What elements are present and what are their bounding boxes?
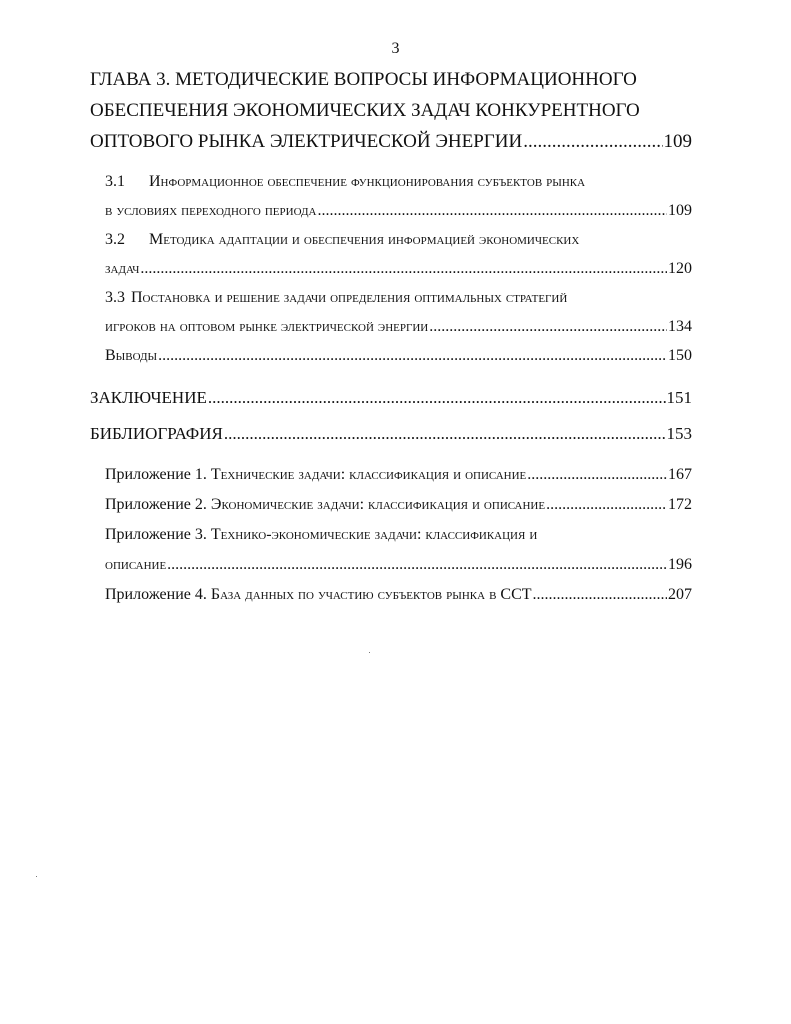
scan-speck [369, 652, 370, 653]
section-title-line-2: задач ..... 120 [105, 254, 692, 283]
toc-section-3-1[interactable] [90, 167, 692, 225]
appendix-title-line-1: Технико-экономические задачи: классификация и [210, 526, 538, 543]
dot-leader [140, 254, 667, 283]
dot-leader [533, 580, 667, 610]
appendix-title-line-2: описание [105, 556, 167, 573]
dot-leader [317, 196, 667, 225]
section-title-line-2: в условиях переходного периода ..... 109 [105, 196, 692, 225]
page-number: 3 [391, 40, 400, 57]
bibliography-page-number: 153 [666, 424, 692, 443]
section-page-number: 120 [668, 260, 692, 277]
chapter-title-line-2: ОБЕСПЕЧЕНИЯ ЭКОНОМИЧЕСКИХ ЗАДАЧ КОНКУРЕНТНОГО [90, 100, 640, 121]
section-number: 3.3 [105, 289, 125, 306]
appendix-title: Экономические задачи: классификация и описание [210, 496, 546, 513]
chapter-title-line-3: ОПТОВОГО РЫНКА ЭЛЕКТРИЧЕСКОЙ ЭНЕРГИИ ..... 109 [90, 126, 692, 157]
table-of-contents [90, 64, 692, 610]
toc-bibliography[interactable] [90, 416, 692, 452]
appendix-page-number: 196 [668, 556, 692, 573]
toc-appendix-2[interactable] [90, 490, 692, 520]
appendix-page-number: 207 [668, 586, 692, 603]
section-title-line-1: 3.2 Методика адаптации и обеспечения информацией экономических [105, 225, 692, 254]
scan-speck [36, 876, 37, 877]
appendix-page-number: 172 [668, 496, 692, 513]
section-page-number: 134 [668, 318, 692, 335]
dot-leader [429, 312, 667, 341]
dot-leader [208, 380, 666, 416]
toc-chapter-3[interactable] [90, 64, 692, 157]
toc-conclusion[interactable] [90, 380, 692, 416]
toc-section-3-2[interactable] [90, 225, 692, 283]
appendix-prefix: Приложение 4. [105, 586, 207, 603]
toc-section-3-3[interactable] [90, 283, 692, 341]
section-title-line-1: 3.1 Информационное обеспечение функционирования субъектов рынка [105, 167, 692, 196]
appendix-prefix: Приложение 3. [105, 526, 207, 543]
chapter-title-line-1: ГЛАВА 3. МЕТОДИЧЕСКИЕ ВОПРОСЫ ИНФОРМАЦИОННОГО [90, 69, 637, 90]
bibliography-title: БИБЛИОГРАФИЯ [90, 424, 223, 443]
section-page-number: 109 [668, 202, 692, 219]
appendix-title: Технические задачи: классификация и описание [210, 466, 527, 483]
toc-appendix-3[interactable] [90, 520, 692, 580]
section-title-line-1: Выводы ..... 150 [105, 341, 692, 370]
toc-appendix-4[interactable] [90, 580, 692, 610]
toc-appendix-1[interactable] [90, 460, 692, 490]
toc-section-conclusions[interactable] [90, 341, 692, 370]
chapter-page-number: 109 [663, 131, 692, 152]
conclusion-title: ЗАКЛЮЧЕНИЕ [90, 388, 207, 407]
section-page-number: 150 [668, 347, 692, 364]
appendix-prefix: Приложение 2. [105, 496, 207, 513]
section-title-line-2: игроков на оптовом рынке электрической энергии ..... 134 [105, 312, 692, 341]
dot-leader [546, 490, 667, 520]
dot-leader [527, 460, 667, 490]
dot-leader [224, 416, 666, 452]
dot-leader [523, 126, 662, 157]
dot-leader [167, 550, 667, 580]
conclusion-page-number: 151 [666, 388, 692, 407]
appendix-page-number: 167 [668, 466, 692, 483]
dot-leader [158, 341, 667, 370]
appendix-title: База данных по участию субъектов рынка в [210, 586, 497, 603]
appendix-title-suffix: ССТ [500, 586, 532, 603]
section-number: 3.1 [105, 173, 125, 190]
section-title-line-1: 3.3 Постановка и решение задачи определения оптимальных стратегий [105, 283, 692, 312]
section-number: 3.2 [105, 231, 125, 248]
appendix-prefix: Приложение 1. [105, 466, 207, 483]
